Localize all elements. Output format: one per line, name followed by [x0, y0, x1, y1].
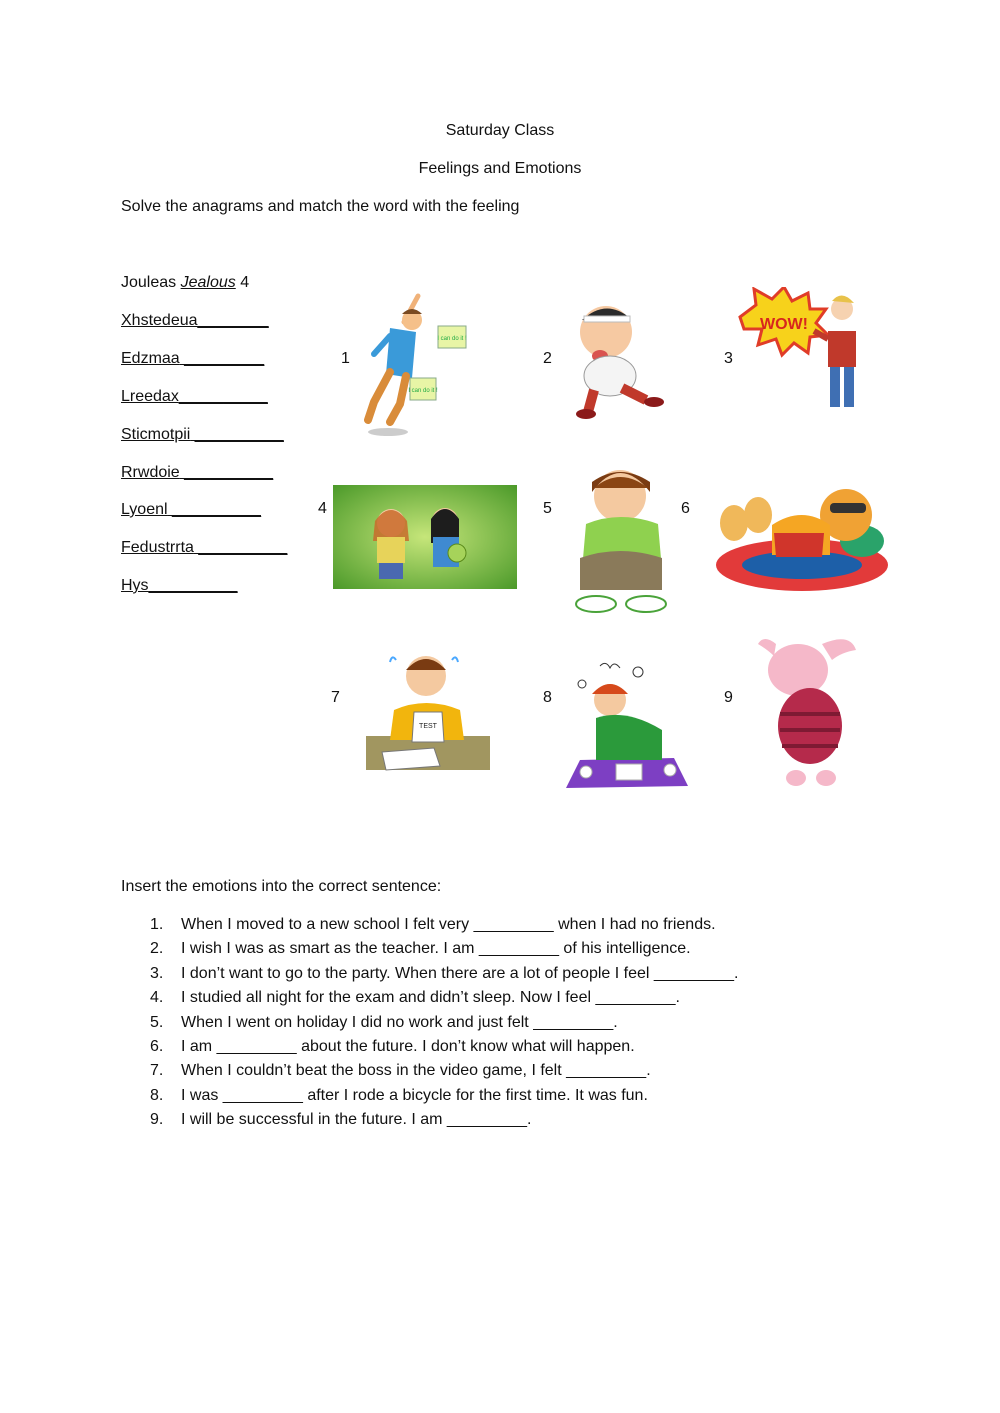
anagram-word: Fedustrrta: [121, 539, 194, 556]
shy-pig-picture: [752, 630, 872, 794]
anagram-item: [121, 312, 269, 330]
picture-number-5: 5: [543, 500, 552, 517]
picture-number-4: 4: [318, 500, 327, 517]
anagram-item: [121, 426, 284, 444]
sad-boy-picture: [566, 462, 674, 618]
anagram-word: Lreedax: [121, 388, 179, 405]
anagram-blank: __________: [190, 426, 284, 443]
list-item: [150, 1060, 738, 1084]
confident-man-picture: [360, 292, 472, 440]
anagram-word: Xhstedeua: [121, 312, 198, 329]
picture-number-7: 7: [331, 689, 340, 706]
sentence-text: When I went on holiday I did no work and just felt _________.: [181, 1013, 618, 1031]
anagram-word: Hys: [121, 577, 149, 594]
anagram-word: Edzmaa: [121, 350, 180, 367]
picture-number-3: 3: [724, 350, 733, 367]
sentence-text: I studied all night for the exam and didn’t sleep. Now I feel _________.: [181, 989, 680, 1007]
item-number: 1.: [150, 916, 164, 933]
sentence-text: I don’t want to go to the party. When there are a lot of people I feel _________.: [181, 964, 739, 982]
anagram-item: [121, 464, 273, 482]
item-number: 6.: [150, 1037, 164, 1055]
anagram-blank: __________: [179, 464, 274, 481]
sentence-text: I was _________ after I rode a bicycle for the first time. It was fun.: [181, 1086, 648, 1104]
item-number: 2.: [150, 940, 164, 958]
nervous-student-picture: [364, 648, 492, 774]
list-item: [150, 1036, 738, 1060]
relaxed-cat-picture: [712, 475, 890, 595]
item-number: 4.: [150, 989, 164, 1007]
anagram-word: Rrwdoie: [121, 464, 180, 481]
anagram-item: [121, 577, 238, 595]
sentence-text: When I couldn’t beat the boss in the video game, I felt _________.: [181, 1062, 651, 1080]
picture-number-2: 2: [543, 350, 552, 367]
picture-number-6: 6: [681, 500, 690, 517]
anagram-item: [121, 274, 249, 292]
anagram-item: [121, 501, 261, 519]
anagram-item: [121, 539, 287, 557]
item-number: 3.: [150, 964, 164, 982]
sentence-list: [150, 914, 738, 1134]
jealous-girls-picture: [333, 485, 517, 589]
anagram-blank: __________: [178, 388, 268, 405]
list-item: [150, 1109, 738, 1133]
list-item: [150, 1012, 738, 1036]
anagram-blank: _________: [179, 350, 265, 367]
list-item: [150, 963, 738, 987]
instruction-anagrams: Solve the anagrams and match the word with the feeling: [121, 198, 520, 215]
frustrated-student-picture: [566, 660, 690, 790]
test-paper-text: TEST: [419, 723, 437, 730]
wow-text: WOW!: [760, 316, 808, 333]
sentence-text: I am _________ about the future. I don’t know what will happen.: [181, 1037, 635, 1055]
sign-text: I can do it !: [408, 388, 438, 394]
list-item: [150, 987, 738, 1011]
anagram-word: Lyoenl: [121, 501, 168, 518]
anagram-blank: __________: [148, 577, 238, 594]
sentence-text: I wish I was as smart as the teacher. I am _________ of his intelligence.: [181, 940, 691, 958]
picture-number-1: 1: [341, 350, 350, 367]
item-number: 7.: [150, 1062, 164, 1080]
item-number: 9.: [150, 1111, 164, 1129]
list-item: [150, 938, 738, 962]
sentence-text: When I moved to a new school I felt very _________ when I had no friends.: [181, 916, 716, 933]
item-number: 8.: [150, 1086, 164, 1104]
class-title: Saturday Class: [445, 122, 555, 139]
list-item: [150, 914, 738, 938]
anagram-word: Jouleas: [121, 274, 177, 291]
surprised-man-picture: [736, 287, 864, 415]
anagram-blank: __________: [193, 539, 288, 556]
sentence-text: I will be successful in the future. I am _________.: [181, 1111, 532, 1129]
anagram-answer: Jealous: [180, 274, 236, 291]
anagram-blank: ________: [197, 312, 269, 329]
anagram-item: [121, 388, 268, 406]
picture-number-9: 9: [724, 689, 733, 706]
anagram-word: Sticmotpii: [121, 426, 191, 443]
picture-number-8: 8: [543, 689, 552, 706]
topic-title: Feelings and Emotions: [418, 160, 582, 177]
list-item: [150, 1085, 738, 1109]
anagram-picture-number: 4: [240, 274, 250, 291]
anagram-blank: __________: [167, 501, 261, 518]
sign-text: I can do it !: [437, 336, 467, 342]
instruction-sentences: Insert the emotions into the correct sentence:: [121, 878, 442, 895]
item-number: 5.: [150, 1013, 164, 1031]
anagram-item: [121, 350, 264, 368]
tired-boy-picture: [566, 298, 670, 420]
